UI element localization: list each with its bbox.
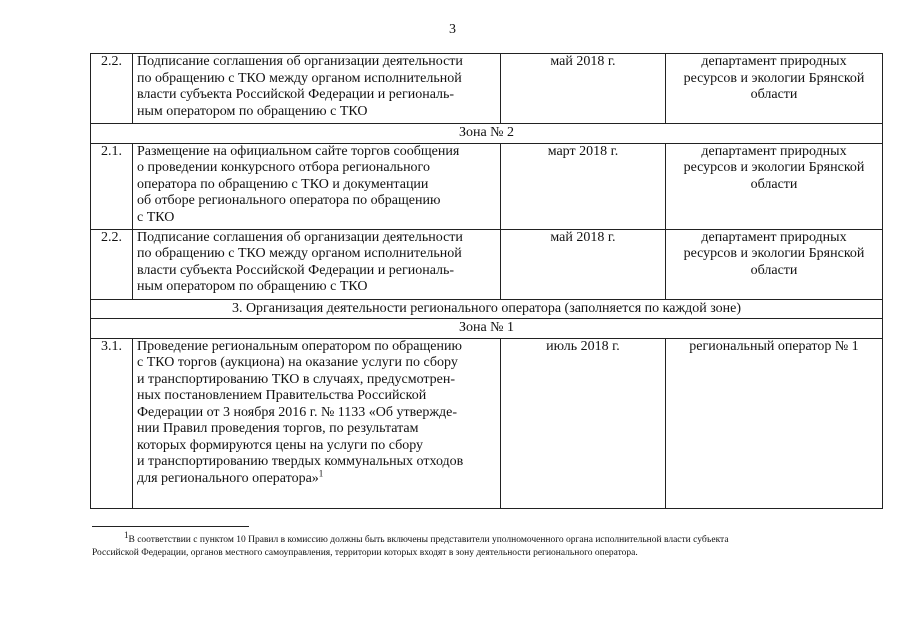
activity-description-line xyxy=(137,279,496,296)
activity-description-text: с ТКО xyxy=(137,209,175,225)
activity-description-cell xyxy=(133,229,501,299)
responsible-line: ресурсов и экологии Брянской xyxy=(683,70,865,86)
activity-description-text: которых формируются цены на услуги по сбору xyxy=(137,437,424,453)
activity-description-line xyxy=(137,454,496,471)
responsible-line: департамент природных xyxy=(701,143,847,159)
activity-description-line xyxy=(137,421,496,438)
activity-description-text: и транспортированию твердых коммунальных отходов xyxy=(137,454,464,469)
item-number-cell: 2.2. xyxy=(91,229,133,299)
footnote-line-2: Российской Федерации, органов местного самоуправления, территории которых входят в зону деятельности регионального оператора. xyxy=(92,548,638,558)
activity-description-line xyxy=(137,160,496,177)
section-header-cell: 3. Организация деятельности регионального оператора (заполняется по каждой зоне) xyxy=(91,299,883,319)
activity-description-line xyxy=(137,71,496,88)
activity-description-text: с ТКО торгов (аукциона) на оказание услуги по сбору xyxy=(137,355,458,370)
item-number-cell: 3.1. xyxy=(91,338,133,508)
activity-description-text: ным оператором по обращению с ТКО xyxy=(137,279,368,294)
activity-description-text: Подписание соглашения об организации деятельности xyxy=(137,229,463,245)
section-header-row xyxy=(91,299,883,319)
activity-description-cell xyxy=(133,143,501,229)
responsible-line: ресурсов и экологии Брянской xyxy=(683,160,865,175)
activity-description-cell xyxy=(133,338,501,508)
activity-description-line xyxy=(137,54,496,71)
deadline-cell: май 2018 г. xyxy=(501,54,666,124)
footnote-line-1 xyxy=(92,529,872,547)
activity-description-text: об отборе регионального оператора по обращению xyxy=(137,193,441,208)
footnote-divider xyxy=(92,526,249,527)
page-number: 3 xyxy=(449,22,456,37)
item-number-cell: 2.2. xyxy=(91,54,133,124)
section-header-cell: Зона № 1 xyxy=(91,319,883,339)
deadline-cell: март 2018 г. xyxy=(501,143,666,229)
responsible-line: ресурсов и экологии Брянской xyxy=(683,246,865,261)
responsible-cell xyxy=(666,338,883,508)
responsible-line: региональный оператор № 1 xyxy=(689,338,859,354)
activity-description-text: ных постановлением Правительства Российской xyxy=(137,388,427,403)
activity-description-line xyxy=(137,193,496,210)
activity-description-line xyxy=(137,467,496,488)
table-row xyxy=(91,54,883,124)
responsible-line: области xyxy=(750,262,798,278)
deadline-cell: май 2018 г. xyxy=(501,229,666,299)
activity-description-text: по обращению с ТКО между органом исполнительной xyxy=(137,70,462,86)
deadline-cell: июль 2018 г. xyxy=(501,338,666,508)
activity-description-text: ным оператором по обращению с ТКО xyxy=(137,103,368,119)
section-header-row xyxy=(91,124,883,144)
activity-description-line xyxy=(137,87,496,104)
responsible-line: области xyxy=(750,176,798,192)
activity-description-text: власти субъекта Российской Федерации и региональ- xyxy=(137,262,455,278)
activity-description-text: оператора по обращению с ТКО и документации xyxy=(137,176,429,192)
activity-description-line xyxy=(137,355,496,372)
activity-description-line xyxy=(137,263,496,280)
activity-description-line xyxy=(137,246,496,263)
activity-description-cell xyxy=(133,54,501,124)
responsible-line: области xyxy=(750,87,798,102)
activity-description-line xyxy=(137,339,496,356)
activity-plan-table xyxy=(90,53,883,509)
section-header-row xyxy=(91,319,883,339)
section-header-cell: Зона № 2 xyxy=(91,124,883,144)
responsible-cell xyxy=(666,229,883,299)
activity-description-text: Федерации от 3 ноября 2016 г. № 1133 «Об утвержде- xyxy=(137,404,458,420)
table-row xyxy=(91,229,883,299)
footnote-text-1: В соответствии с пунктом 10 Правил в комиссию должны быть включены представители уполномоченного органа исполнительной власти субъекта xyxy=(128,535,729,545)
responsible-cell xyxy=(666,143,883,229)
activity-description-text: по обращению с ТКО между органом исполнительной xyxy=(137,246,462,261)
activity-description-line xyxy=(137,405,496,422)
responsible-line: департамент природных xyxy=(701,229,847,245)
activity-description-text: и транспортированию ТКО в случаях, предусмотрен- xyxy=(137,371,456,387)
activity-description-text: о проведении конкурсного отбора регионального xyxy=(137,160,430,175)
activity-description-line xyxy=(137,230,496,247)
footnote-marker: 1 xyxy=(124,529,129,540)
activity-description-line xyxy=(137,372,496,389)
activity-description-text: Проведение региональным оператором по обращению xyxy=(137,338,462,354)
footnote xyxy=(92,529,872,560)
table-row xyxy=(91,338,883,508)
responsible-cell xyxy=(666,54,883,124)
activity-description-line xyxy=(137,144,496,161)
footnote-reference: 1 xyxy=(318,467,324,478)
activity-description-text: Подписание соглашения об организации деятельности xyxy=(137,54,463,69)
responsible-line: департамент природных xyxy=(701,54,847,69)
activity-description-line xyxy=(137,438,496,455)
activity-description-line xyxy=(137,177,496,194)
activity-description-text: нии Правил проведения торгов, по результатам xyxy=(137,421,419,436)
activity-description-line xyxy=(137,210,496,227)
activity-description-text: власти субъекта Российской Федерации и региональ- xyxy=(137,87,455,102)
activity-description-text: Размещение на официальном сайте торгов сообщения xyxy=(137,143,460,159)
item-number-cell: 2.1. xyxy=(91,143,133,229)
activity-description-line xyxy=(137,388,496,405)
table-row xyxy=(91,143,883,229)
activity-description-line xyxy=(137,104,496,121)
activity-description-text: для регионального оператора» xyxy=(137,470,319,486)
